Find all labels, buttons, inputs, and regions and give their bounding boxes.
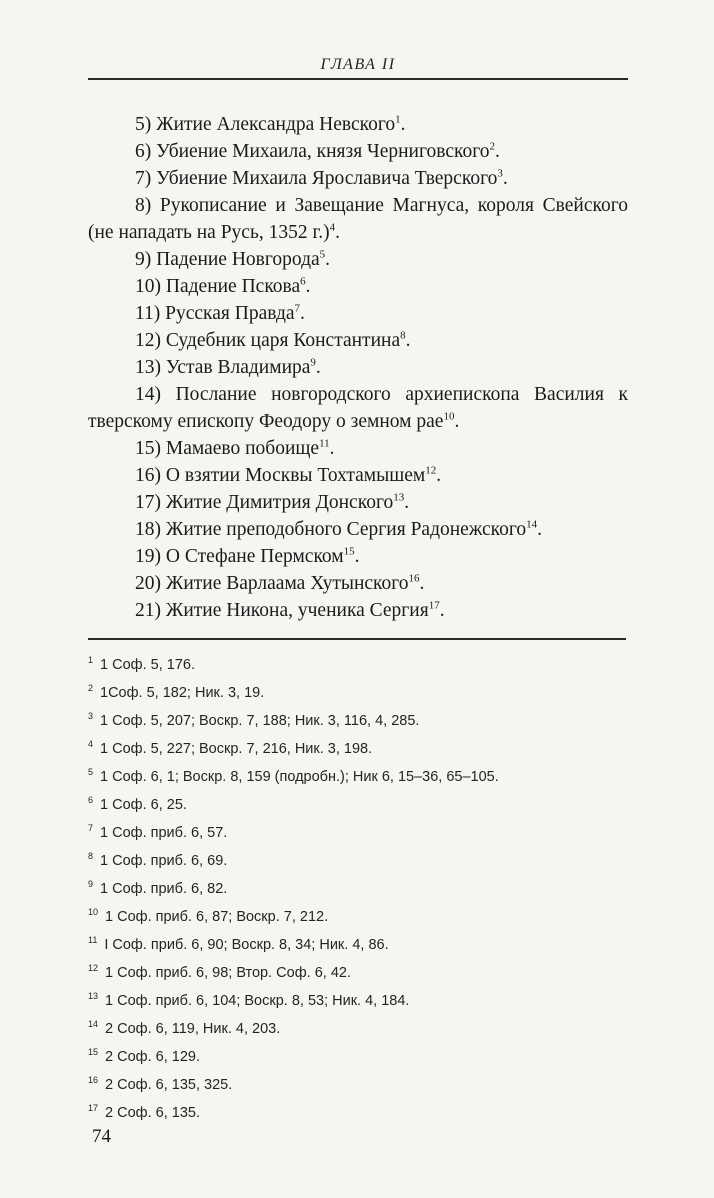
footnote-marker: 17 (88, 1103, 99, 1114)
footnote (88, 847, 648, 875)
footnote (88, 1071, 648, 1099)
footnote-marker: 12 (88, 963, 99, 974)
list-item (88, 273, 628, 300)
footnote-marker: 10 (88, 907, 99, 918)
footnote-marker: 15 (88, 1047, 99, 1058)
item-number: 5) (135, 114, 157, 135)
item-number: 9) (135, 249, 157, 270)
footnote-ref: 13 (393, 491, 405, 504)
item-tail: . (502, 168, 508, 189)
footnote-text: 2 Соф. 6, 135, 325. (105, 1077, 233, 1093)
list-item (88, 435, 628, 462)
list-item (88, 597, 628, 624)
item-text: Устав Владимира (165, 357, 311, 378)
footnote-ref: 9 (310, 356, 316, 369)
list-item (88, 462, 628, 489)
footnote-ref: 1 (395, 113, 401, 126)
item-number: 10) (135, 276, 166, 297)
footnote-text: 1 Соф. 5, 227; Воскр. 7, 216, Ник. 3, 198. (100, 741, 373, 757)
footnote-marker: 5 (88, 767, 94, 778)
footnote-ref: 2 (489, 140, 495, 153)
footnote (88, 875, 648, 903)
item-tail: . (405, 330, 411, 351)
footnote (88, 651, 648, 679)
item-tail: . (495, 141, 500, 162)
item-text: Убиение Михаила, князя Черниговского (156, 141, 490, 162)
item-text: Судебник царя Константина (165, 330, 401, 351)
list-item (88, 354, 628, 381)
footnote (88, 987, 648, 1015)
chapter-header (88, 56, 628, 80)
item-number: 11) (135, 303, 166, 324)
item-text: Русская Правда (165, 303, 295, 324)
item-tail: . (404, 492, 410, 513)
footnote-text: 1 Соф. приб. 6, 98; Втор. Соф. 6, 42. (105, 965, 351, 981)
footnote-marker: 8 (88, 851, 94, 862)
footnote-marker: 13 (88, 991, 99, 1002)
footnote-ref: 10 (443, 410, 455, 423)
footnote (88, 903, 648, 931)
footnote (88, 1099, 648, 1127)
footnote-text: 2 Соф. 6, 135. (105, 1105, 200, 1121)
item-number: 13) (135, 357, 166, 378)
list-item (88, 300, 628, 327)
item-text: Житие Димитрия Донского (165, 492, 394, 513)
item-text: Житие преподобного Сергия Радонежского (165, 519, 527, 540)
item-text: Убиение Михаила Ярославича Тверского (156, 168, 498, 189)
footnote-marker: 1 (88, 655, 94, 666)
footnote-ref: 4 (329, 221, 336, 234)
item-text: Мамаево побоище (165, 438, 320, 459)
item-text: Житие Варлаама Хутынского (165, 573, 409, 594)
chapter-title: ГЛАВА II (320, 56, 396, 73)
footnote-text: 2 Соф. 6, 129. (105, 1049, 200, 1065)
footnote (88, 707, 648, 735)
body-text (88, 111, 628, 624)
footnote (88, 819, 648, 847)
footnotes (88, 651, 648, 1127)
item-number: 20) (135, 573, 166, 594)
footnote-ref: 11 (319, 437, 330, 450)
footnote-text: I Соф. приб. 6, 90; Воскр. 8, 34; Ник. 4, 86. (104, 937, 389, 953)
footnote-text: 1Соф. 5, 182; Ник. 3, 19. (100, 685, 265, 701)
footnote-marker: 7 (88, 823, 94, 834)
item-number: 7) (135, 168, 157, 189)
item-tail: . (454, 411, 460, 432)
item-tail: . (335, 222, 341, 243)
footnote-text: 1 Соф. 5, 207; Воскр. 7, 188; Ник. 3, 116, 4, 285. (100, 713, 420, 729)
item-tail: . (400, 114, 406, 135)
footnote-marker: 6 (88, 795, 94, 806)
item-text: Житие Никона, ученика Сергия (165, 600, 429, 621)
footnote (88, 791, 648, 819)
footnote-text: 1 Соф. приб. 6, 57. (100, 825, 228, 841)
footnote (88, 1015, 648, 1043)
list-item (88, 516, 628, 543)
page-number: 74 (92, 1126, 111, 1147)
item-number: 6) (135, 141, 157, 162)
footnote-marker: 4 (88, 739, 94, 750)
list-item (88, 111, 628, 138)
footnote-text: 2 Соф. 6, 119, Ник. 4, 203. (105, 1021, 281, 1037)
item-tail: . (439, 600, 445, 621)
list-item (88, 327, 628, 354)
footnote-ref: 16 (408, 572, 420, 585)
footnote-ref: 17 (428, 599, 440, 612)
item-tail: . (329, 438, 335, 459)
item-text: Житие Александра Невского (156, 114, 396, 135)
item-tail: . (325, 249, 331, 270)
footnote (88, 763, 648, 791)
item-number: 15) (135, 438, 166, 459)
footnote-ref: 12 (425, 464, 437, 477)
item-number: 18) (135, 519, 166, 540)
footnote-text: 1 Соф. приб. 6, 69. (100, 853, 228, 869)
footnote-ref: 5 (319, 248, 326, 261)
footnote (88, 1043, 648, 1071)
item-text: Падение Пскова (165, 276, 301, 297)
item-text: Падение Новгорода (156, 249, 320, 270)
item-number: 21) (135, 600, 166, 621)
list-item (88, 381, 628, 435)
footnote-rule (88, 638, 626, 640)
item-number: 8) (135, 195, 160, 216)
footnote (88, 931, 648, 959)
footnote (88, 735, 648, 763)
footnote-marker: 9 (88, 879, 94, 890)
header-rule (88, 78, 628, 80)
item-tail: . (419, 573, 425, 594)
footnote-marker: 3 (88, 711, 94, 722)
item-tail: . (305, 276, 311, 297)
footnote-ref: 15 (343, 545, 355, 558)
item-number: 12) (135, 330, 166, 351)
footnote-marker: 11 (88, 935, 98, 946)
list-item (88, 138, 628, 165)
item-tail: . (537, 519, 542, 540)
list-item (88, 570, 628, 597)
list-item (88, 543, 628, 570)
item-text: О взятии Москвы Тохтамышем (165, 465, 426, 486)
footnote-ref: 7 (294, 302, 301, 315)
footnote (88, 959, 648, 987)
footnote-text: 1 Соф. 6, 25. (100, 797, 187, 813)
item-text: Послание новгородского архиепископа Василия к тверскому епископу Феодору о земном рае (88, 384, 628, 432)
item-tail: . (315, 357, 321, 378)
footnote (88, 679, 648, 707)
footnote-ref: 8 (400, 329, 406, 342)
item-number: 19) (135, 546, 166, 567)
item-tail: . (436, 465, 442, 486)
item-number: 14) (135, 384, 176, 405)
item-text: О Стефане Пермском (165, 546, 344, 567)
item-number: 16) (135, 465, 166, 486)
footnote-text: 1 Соф. приб. 6, 82. (100, 881, 228, 897)
footnote-text: 1 Соф. приб. 6, 87; Воскр. 7, 212. (105, 909, 329, 925)
footnote-text: 1 Соф. 6, 1; Воскр. 8, 159 (подробн.); Ник 6, 15–36, 65–105. (100, 769, 499, 785)
list-item (88, 489, 628, 516)
footnote-marker: 16 (88, 1075, 99, 1086)
footnote-ref: 6 (300, 275, 306, 288)
footnote-marker: 14 (88, 1019, 99, 1030)
footnote-text: 1 Соф. 5, 176. (100, 657, 195, 673)
footnote-text: 1 Соф. приб. 6, 104; Воскр. 8, 53; Ник. 4, 184. (105, 993, 410, 1009)
footnote-ref: 14 (526, 518, 538, 531)
item-tail: . (354, 546, 360, 567)
list-item (88, 165, 628, 192)
item-number: 17) (135, 492, 166, 513)
item-text: Рукописание и Завещание Магнуса, короля Свейского (не нападать на Русь, 1352 г.) (88, 195, 628, 243)
list-item (88, 246, 628, 273)
list-item (88, 192, 628, 246)
item-tail: . (300, 303, 305, 324)
footnote-marker: 2 (88, 683, 94, 694)
footnote-ref: 3 (497, 167, 503, 180)
